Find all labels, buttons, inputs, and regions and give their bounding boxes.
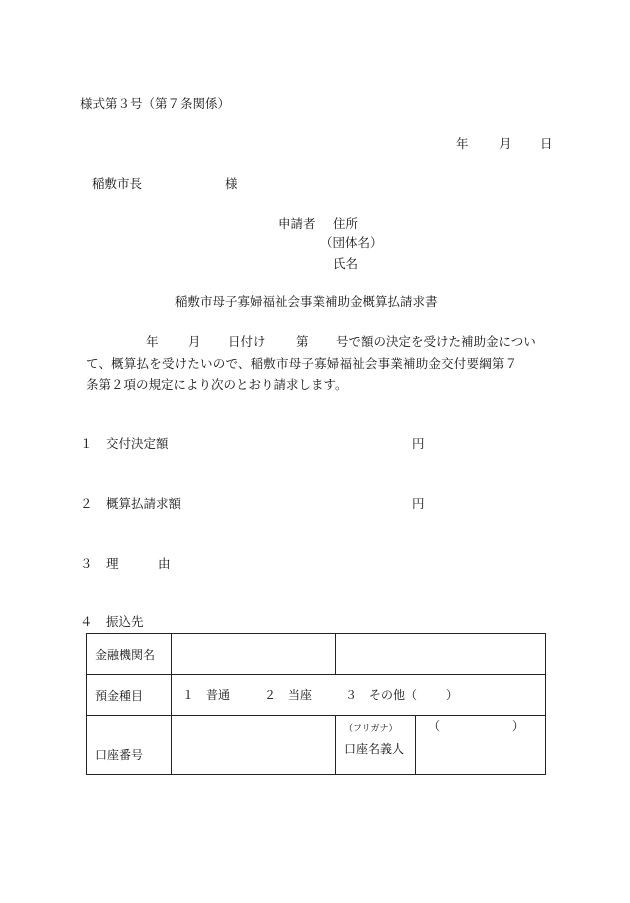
deposit-option-ordinary[interactable]: １ 普通 bbox=[182, 688, 231, 702]
item-3-label-part-1: 理 bbox=[106, 556, 119, 571]
account-row bbox=[87, 716, 546, 775]
item-2-label: 概算払請求額 bbox=[106, 496, 182, 511]
date-line bbox=[456, 136, 553, 151]
branch-name-field[interactable] bbox=[336, 634, 546, 675]
deposit-option-current[interactable]: ２ 当座 bbox=[264, 688, 313, 702]
item-1-label: 交付決定額 bbox=[106, 436, 169, 451]
deposit-option-other[interactable]: ３ その他（ bbox=[345, 688, 418, 702]
body-line-2: て、概算払を受けたいので、稲敷市母子寡婦福祉会事業補助金交付要綱第７ bbox=[86, 356, 518, 371]
body-date-suffix: 日付け bbox=[228, 334, 266, 349]
addressee-name: 稲敷市長 bbox=[92, 176, 143, 191]
applicant-name-label: 氏名 bbox=[333, 256, 359, 271]
date-month: 月 bbox=[499, 136, 512, 151]
body-number-prefix: 第 bbox=[296, 334, 309, 349]
body-month: 月 bbox=[188, 334, 201, 349]
applicant-group-label: （団体名） bbox=[320, 235, 383, 250]
document-title: 稲敷市母子寡婦福祉会事業補助金概算払請求書 bbox=[175, 294, 438, 309]
deposit-option-other-close: ） bbox=[446, 688, 459, 702]
deposit-type-options bbox=[172, 675, 546, 716]
item-1-unit: 円 bbox=[412, 436, 425, 451]
account-number-label: 口座番号 bbox=[87, 716, 172, 775]
date-day: 日 bbox=[540, 136, 553, 151]
account-holder-label-cell bbox=[336, 716, 416, 775]
account-holder-label: 口座名義人 bbox=[344, 742, 405, 756]
item-4-number: ４ bbox=[80, 614, 93, 629]
account-holder-field[interactable] bbox=[416, 716, 546, 775]
item-1-number: １ bbox=[80, 436, 93, 451]
item-3-number: ３ bbox=[80, 556, 93, 571]
bank-name-field[interactable] bbox=[172, 634, 336, 675]
addressee-honorific: 様 bbox=[225, 176, 238, 191]
item-2-unit: 円 bbox=[412, 496, 425, 511]
form-style-label: 様式第３号（第７条関係） bbox=[80, 96, 231, 111]
body-line-1 bbox=[0, 336, 630, 350]
furigana-paren-close: ） bbox=[512, 719, 525, 733]
body-line-1-rest: 号で額の決定を受けた補助金につい bbox=[336, 334, 536, 349]
furigana-paren-open: （ bbox=[428, 719, 441, 733]
bank-label: 金融機関名 bbox=[87, 634, 172, 675]
item-2-number: ２ bbox=[80, 496, 93, 511]
deposit-type-row bbox=[87, 675, 546, 716]
transfer-destination-table bbox=[86, 633, 546, 775]
applicant-role: 申請者 bbox=[278, 216, 316, 231]
body-line-3: 条第２項の規定により次のとおり請求します。 bbox=[86, 377, 348, 392]
date-year: 年 bbox=[456, 136, 469, 151]
body-year: 年 bbox=[146, 334, 159, 349]
item-4-label: 振込先 bbox=[106, 614, 144, 629]
account-number-field[interactable] bbox=[172, 716, 336, 775]
deposit-type-label: 預金種目 bbox=[87, 675, 172, 716]
furigana-label: （フリガナ） bbox=[344, 724, 398, 734]
applicant-address-label: 住所 bbox=[333, 216, 359, 231]
bank-row bbox=[87, 634, 546, 675]
item-3-label-part-2: 由 bbox=[158, 556, 171, 571]
